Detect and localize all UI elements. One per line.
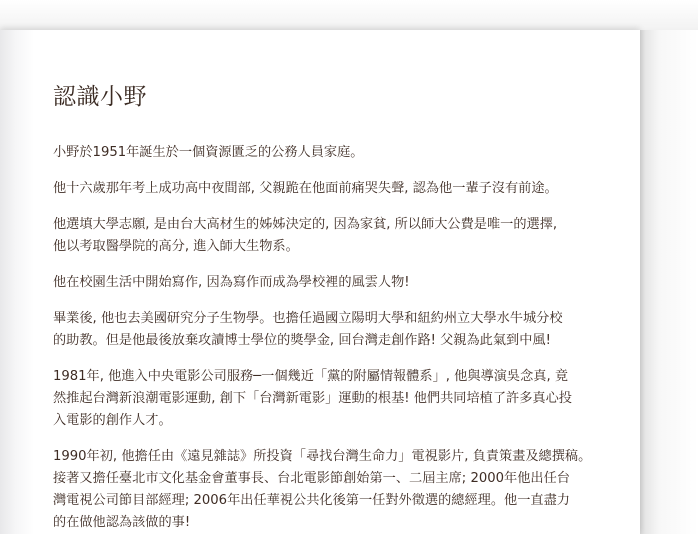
paragraph-line: 入電影的創作人才。 xyxy=(53,413,172,428)
paragraph-line: 他選填大學志願, 是由台大高材生的姊姊決定的, 因為家貧, 所以師大公費是唯一的選擇, xyxy=(53,217,558,232)
paragraph-line: 小野於1951年誕生於一個資源匱乏的公務人員家庭。 xyxy=(53,145,364,160)
paragraph-line: 接著又擔任臺北市文化基金會董事長、台北電影節創始第一、二屆主席; 2000年他出任台 xyxy=(53,471,570,486)
article-content xyxy=(53,82,613,534)
paragraph-4 xyxy=(53,272,613,294)
paragraph-line: 他以考取醫學院的高分, 進入師大生物系。 xyxy=(53,239,299,254)
paragraph-6 xyxy=(53,366,613,432)
paragraph-7 xyxy=(53,446,613,534)
page-right-edge xyxy=(638,30,698,534)
article-title: 認識小野 xyxy=(53,84,147,110)
paragraph-line: 然推起台灣新浪潮電影運動, 創下「台灣新電影」運動的根基! 他們共同培植了許多真心投 xyxy=(53,391,572,406)
paragraph-5 xyxy=(53,308,613,352)
paragraph-line: 1990年初, 他擔任由《遠見雜誌》所投資「尋找台灣生命力」電視影片, 負責策畫及總撰稿。 xyxy=(53,449,592,464)
paragraph-line: 1981年, 他進入中央電影公司服務─一個幾近「黨的附屬情報體系」, 他與導演吳念真, 竟 xyxy=(53,369,569,384)
article-paper xyxy=(0,30,640,534)
paragraph-line: 的助教。但是他最後放棄攻讀博士學位的獎學金, 回台灣走創作路! 父親為此氣到中風! xyxy=(53,333,551,348)
paragraph-line: 他十六歲那年考上成功高中夜間部, 父親跪在他面前痛哭失聲, 認為他一輩子沒有前途。 xyxy=(53,181,558,196)
paragraph-line: 灣電視公司節目部經理; 2006年出任華視公共化後第一任對外徵選的總經理。他一直盡力 xyxy=(53,493,570,508)
paragraph-3 xyxy=(53,214,613,258)
paragraph-line: 他在校園生活中開始寫作, 因為寫作而成為學校裡的風雲人物! xyxy=(53,275,410,290)
paragraph-line: 畢業後, 他也去美國研究分子生物學。也擔任過國立陽明大學和紐約州立大學水牛城分校 xyxy=(53,311,563,326)
paragraph-1 xyxy=(53,142,613,164)
paragraph-line: 的在做他認為該做的事! xyxy=(53,515,191,530)
paragraph-2 xyxy=(53,178,613,200)
